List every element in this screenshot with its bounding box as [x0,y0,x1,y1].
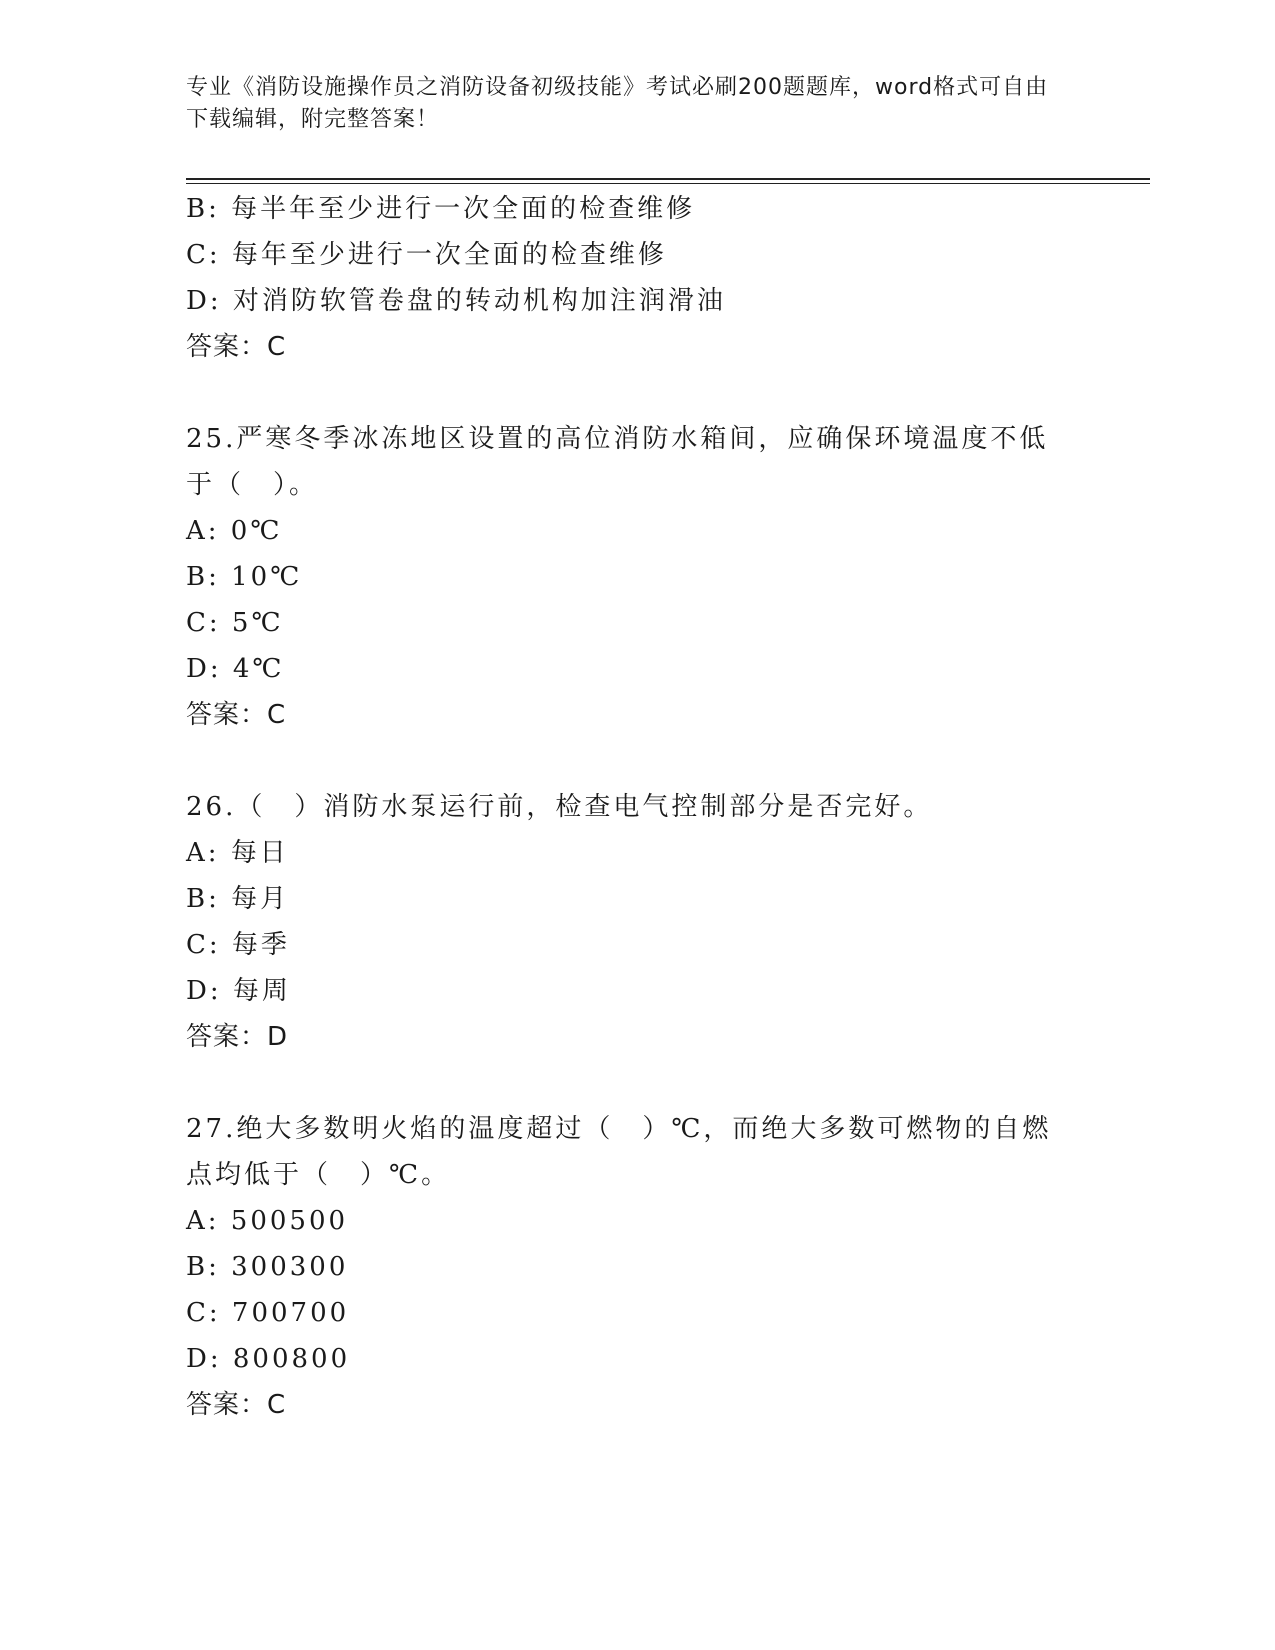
spacer [186,738,1086,784]
option-c: C: 每季 [186,930,290,960]
option-b: B: 每月 [186,884,290,914]
option-b: B: 10℃ [186,562,303,592]
option-c: C: 每年至少进行一次全面的检查维修 [186,240,667,270]
option-a: A: 每日 [186,838,289,868]
answer-line: 答案：C [186,700,287,730]
option-d: D: 每周 [186,976,291,1006]
option-c: C: 700700 [186,1298,350,1328]
question-stem: 26.（ ）消防水泵运行前，检查电气控制部分是否完好。 [186,792,933,822]
question-stem: 27.绝大多数明火焰的温度超过（ ）℃，而绝大多数可燃物的自燃点均低于（ ）℃。 [186,1114,1052,1190]
header-rule-thick [186,178,1150,180]
question-27 [186,1106,1086,1428]
option-a: A: 500500 [186,1206,349,1236]
question-25 [186,416,1086,738]
option-d: D: 对消防软管卷盘的转动机构加注润滑油 [186,286,726,316]
header-rule-thin [186,183,1150,184]
option-c: C: 5℃ [186,608,284,638]
option-d: D: 800800 [186,1344,351,1374]
spacer [186,370,1086,416]
option-d: D: 4℃ [186,654,285,684]
previous-question-continuation [186,186,1086,370]
answer-line: 答案：C [186,1390,287,1420]
document-header: 专业《消防设施操作员之消防设备初级技能》考试必刷200题题库，word格式可自由下载编辑，附完整答案！ [186,75,1049,132]
spacer [186,1060,1086,1106]
option-b: B: 300300 [186,1252,349,1282]
option-a: A: 0℃ [186,516,283,546]
question-stem: 25.严寒冬季冰冻地区设置的高位消防水箱间，应确保环境温度不低于（ ）。 [186,424,1049,500]
question-list [186,186,1086,1428]
answer-line: 答案：D [186,1022,289,1052]
option-b: B: 每半年至少进行一次全面的检查维修 [186,194,696,224]
question-26 [186,784,1086,1060]
answer-line: 答案：C [186,332,287,362]
